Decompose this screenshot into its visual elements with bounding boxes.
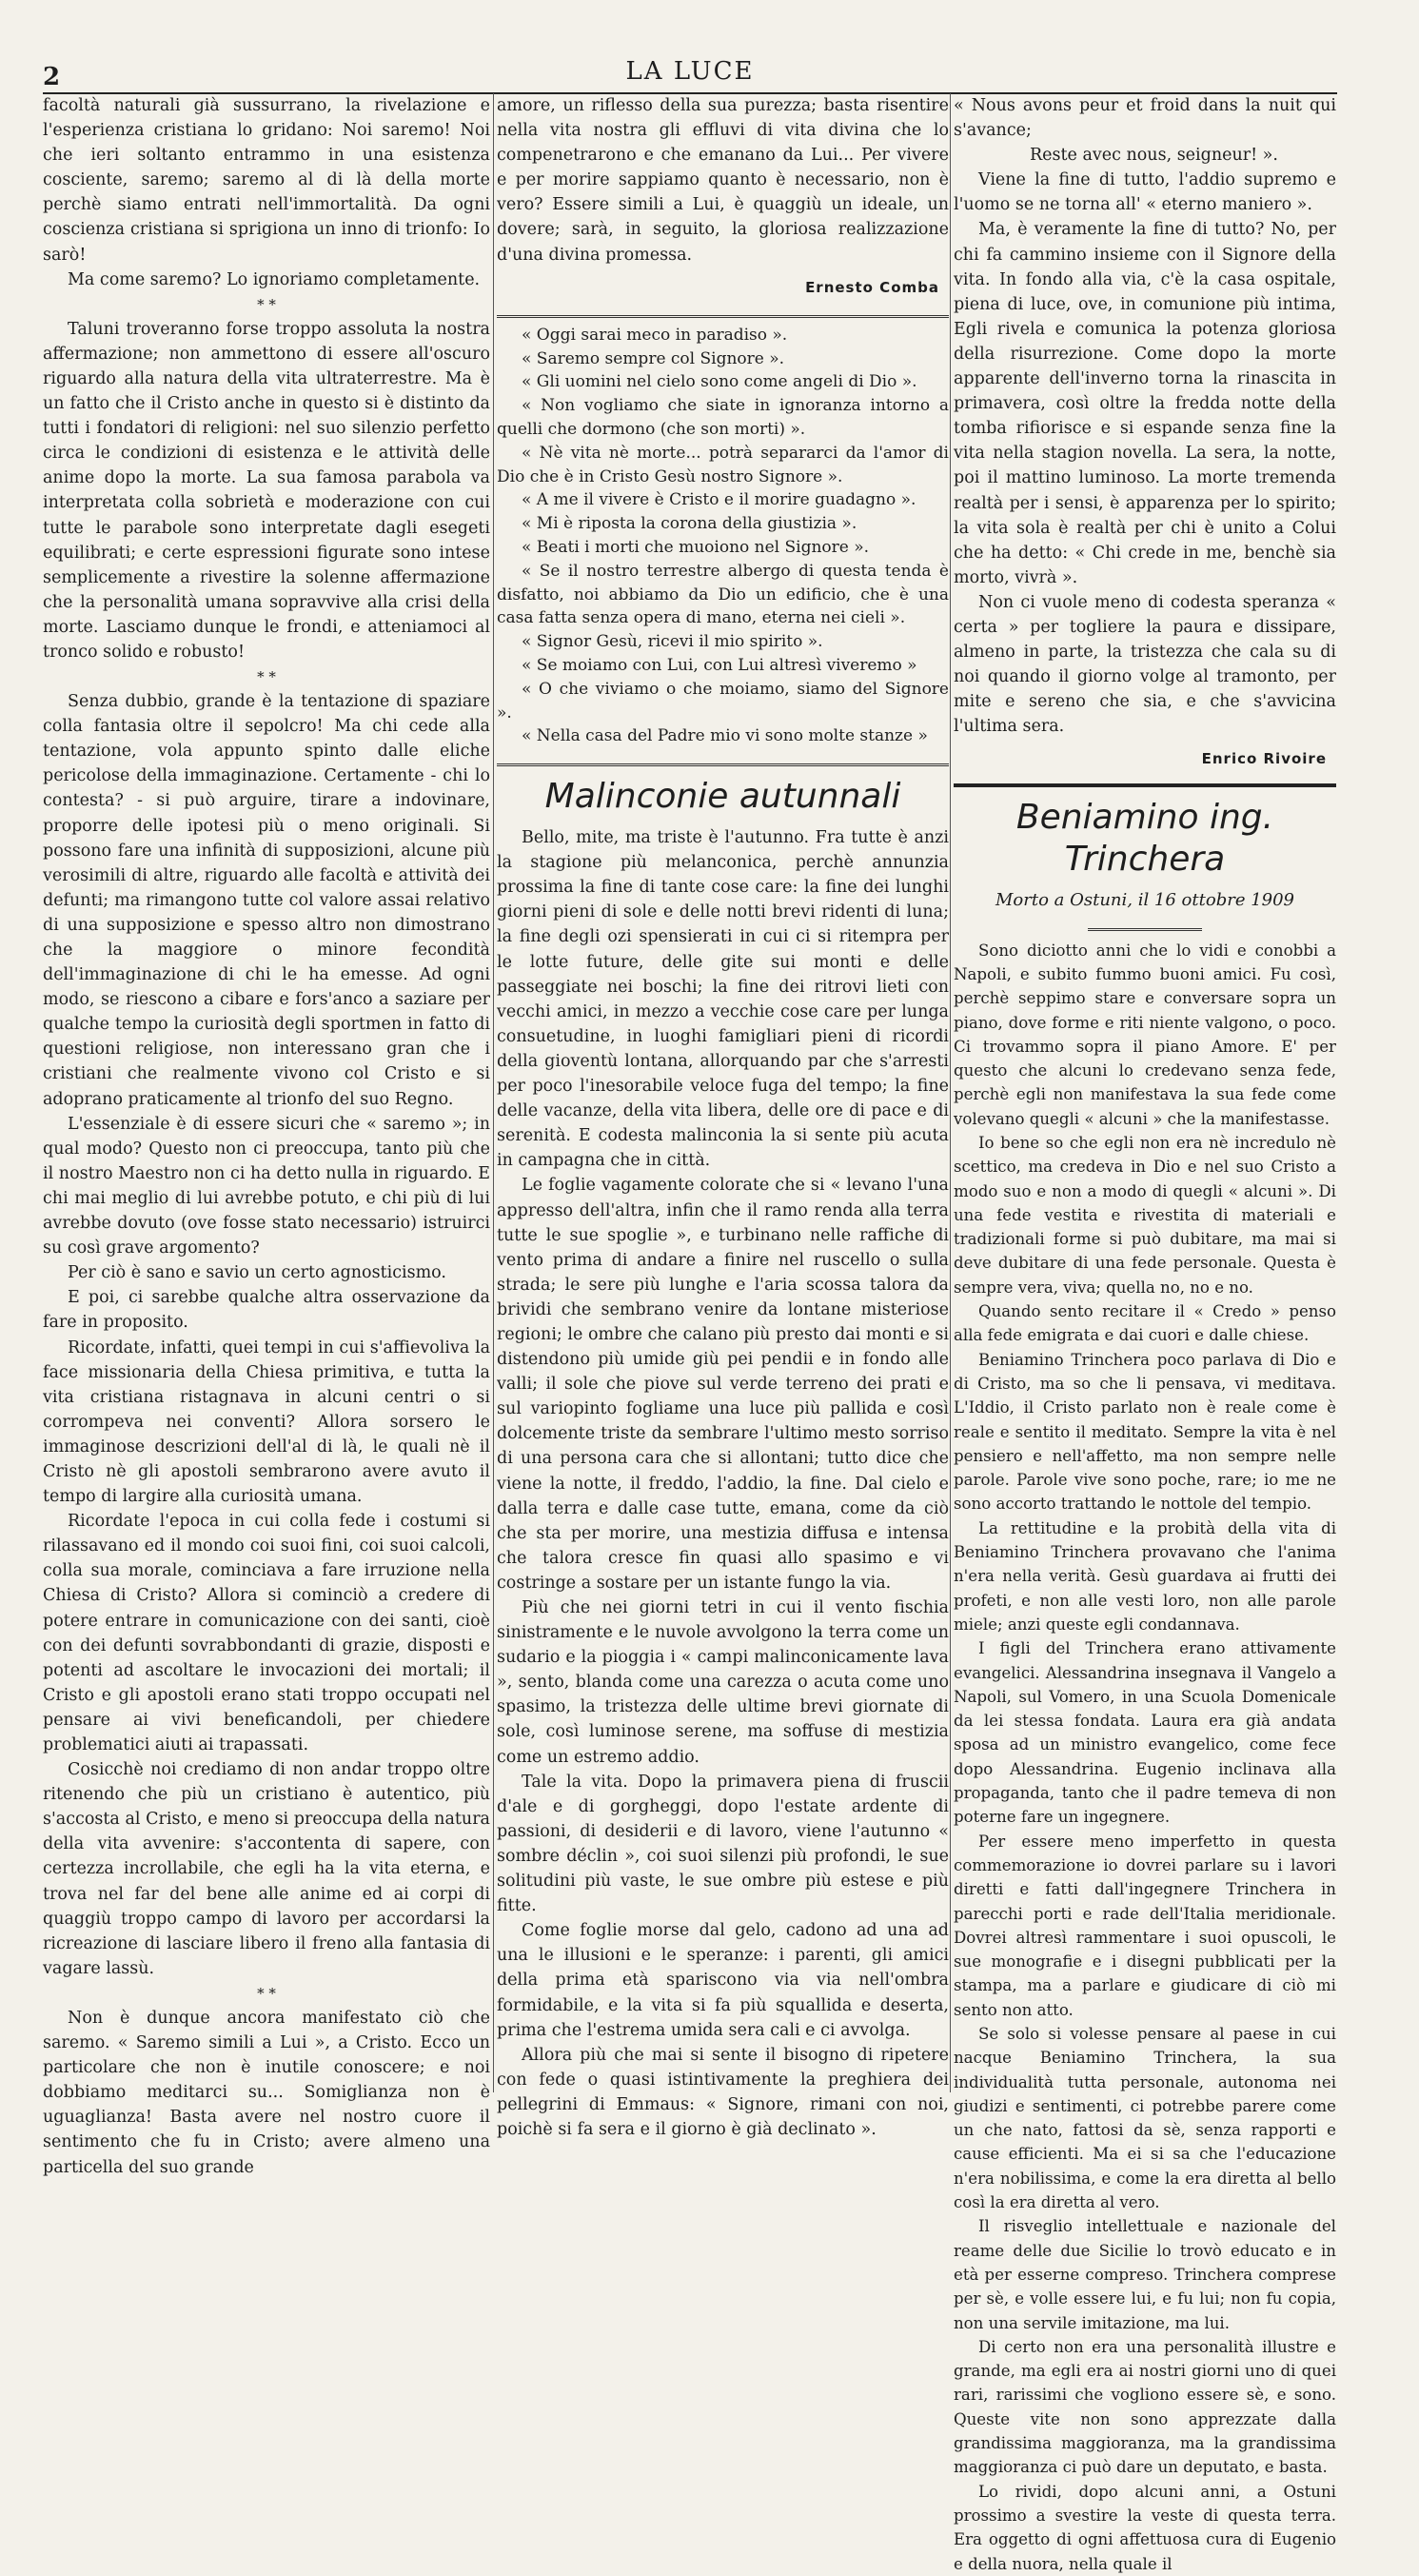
bible-quote: « Signor Gesù, ricevi il mio spirito ». (522, 632, 823, 652)
paragraph: Tale la vita. Dopo la primavera piena di fruscii d'ale e di gorgheggi, dopo l'estate ardente di passioni, di desiderii e di lavoro, viene l'autunno « sombre déclin », coi suoi silenzi più profondi, le sue solitudini più vaste, le sue ombre più estese e più fitte. (497, 1772, 949, 1916)
bible-quote: « Se il nostro terrestre albergo di questa tenda è disfatto, noi abbiamo da Dio un edificio, che è una casa fatta senza opera di mano, eterna nei cieli ». (497, 561, 949, 628)
column-1 (43, 93, 490, 2177)
paragraph: I figli del Trinchera erano attivamente evangelici. Alessandrina insegnava il Vangelo a Napoli, sul Vomero, in una Scuola Domenicale da lei stessa fondata. Laura era già andata sposa ad un ministro evangelico, come fece dopo Alessandrina. Eugenio inclinava alla propaganda, tanto che il padre temeva di non poterne fare un ingegnere. (954, 1639, 1336, 1827)
column-divider (493, 93, 494, 2092)
bible-quote: « Se moiamo con Lui, con Lui altresì viveremo » (522, 655, 917, 675)
paragraph: Ricordate, infatti, quei tempi in cui s'affievoliva la face missionaria della Chiesa primitiva, e tutta la vita cristiana ristagnava in alcuni centri o si corrompeva nei conventi? Allora sorsero le immaginose descrizioni dell'al di là, le quali nè il Cristo nè gli apostoli sembrarono avere avuto il tempo di largire alla curiosità umana. (43, 1338, 490, 1507)
paragraph: Bello, mite, ma triste è l'autunno. Fra tutte è anzi la stagione più melanconica, perchè annunzia prossima la fine di tante cose care: la fine dei lunghi giorni pieni di sole e delle notti brevi ridenti di luna; la fine degli ozi spensierati in cui ci si ritempra per le lotte future, delle gite sui monti e delle passeggiate nei boschi; la fine dei ritrovi lieti con vecchi amici, in mezzo a vecchie cose care per lunga consuetudine, in luoghi famigliari pieni di ricordi della gioventù lontana, allorquando par che s'arresti per poco l'inesorabile veloce fuga del tempo; la fine delle vacanze, della vita libera, delle ore di pace e di serenità. E codesta malinconia la si sente più acuta in campagna che in città. (497, 828, 949, 1171)
section-rule (954, 783, 1336, 787)
paragraph: amore, un riflesso della sua purezza; basta risentire nella vita nostra gli effluvi di vita divina che lo compenetrarono e che emanano da Lui... Per vivere e per morire sappiamo quanto è necessario, non è vero? Essere simili a Lui, è quaggiù un ideale, un dovere; sarà, in seguito, la gloriosa realizzazione d'una divina promessa. (497, 96, 949, 265)
paragraph: Ma come saremo? Lo ignoriamo completamente. (68, 269, 481, 289)
bible-quote: « Non vogliamo che siate in ignoranza intorno a quelli che dormono (che son morti) ». (497, 396, 949, 439)
bible-quote: « Mi è riposta la corona della giustizia ». (522, 514, 857, 534)
asterism: * * (257, 295, 276, 313)
paragraph: L'essenziale è di essere sicuri che « saremo »; in qual modo? Questo non ci preoccupa, tanto più che il nostro Maestro non ci ha detto nulla in riguardo. E chi mai meglio di lui avrebbe potuto, e chi più di lui avrebbe dovuto (ove fosse stato necessario) istruirci su così grave argomento? (43, 1114, 490, 1258)
paragraph: Il risveglio intellettuale e nazionale del reame delle due Sicilie lo trovò educato e in età per esserne compreso. Trinchera comprese per sè, e volle essere lui, e fu lui; non fu copia, non una servile imitazione, ma lui. (954, 2217, 1336, 2332)
ornamental-rule (497, 754, 949, 766)
paragraph: Allora più che mai si sente il bisogno di ripetere con fede o quasi istintivamente la preghiera dei pellegrini di Emmaus: « Signore, rimani con noi, poichè si fa sera e il giorno è già declinato ». (497, 2045, 949, 2139)
paragraph: E poi, ci sarebbe qualche altra osservazione da fare in proposito. (43, 1288, 490, 1333)
bible-quote: « Saremo sempre col Signore ». (522, 348, 785, 368)
bible-quote: « Beati i morti che muoiono nel Signore ». (522, 537, 870, 557)
ornamental-rule (1088, 919, 1202, 931)
paragraph: Io bene so che egli non era nè incredulo nè scettico, ma credeva in Dio e nel suo Cristo a modo suo e non a modo di quegli « alcuni ». Di una fede vestita e rivestita di materiali e tradizionali forme si può dubitare, ma mai si deve dubitare di una fede personale. Questa è sempre vera, viva; quella no, no e no. (954, 1134, 1336, 1297)
bible-quote: « Oggi sarai meco in paradiso ». (522, 325, 788, 345)
article-title: Beniamino ing. Trinchera (1015, 797, 1274, 879)
asterism: * * (257, 668, 276, 686)
bible-quote: « Nè vita nè morte... potrà separarci da l'amor di Dio che è in Cristo Gesù nostro Signore ». (497, 443, 949, 486)
paragraph: Quando sento recitare il « Credo » penso alla fede emigrata e dai cuori e dalle chiese. (954, 1302, 1336, 1345)
article-title: Malinconie autunnali (544, 777, 901, 817)
paragraph: Lo rividi, dopo alcuni anni, a Ostuni prossimo a svestire la veste di questa terra. Era oggetto di ogni affettuosa cura di Eugenio e della nuora, nella quale il (954, 2482, 1336, 2573)
running-title: LA LUCE (625, 57, 755, 86)
bible-quote: « A me il vivere è Cristo e il morire guadagno ». (522, 490, 916, 510)
paragraph: Sono diciotto anni che lo vidi e conobbi a Napoli, e subito fummo buoni amici. Fu così, perchè seppimo stare e conversare sopra un piano, dove forme e riti niente valgono, o poco. Ci trovammo sopra il piano Amore. E' per questo che alcuni lo credevano senza fede, perchè egli non manifestava la sua fede come volevano quegli « alcuni » che la manifestasse. (954, 941, 1336, 1128)
poem-line: Reste avec nous, seigneur! ». (1030, 146, 1278, 166)
paragraph: Le foglie vagamente colorate che si « levano l'una appresso dell'altra, infin che il ramo renda alla terra tutte le sue spoglie », e turbinano nelle raffiche di vento prima di andare a finire nel ruscello o sulla strada; le sere più lunghe e l'aria scossa talora da brividi che sembrano venire da lontane misteriose regioni; le ombre che calano più presto dai monti e si distendono più umide giù pei pendii e in fondo alle valli; il sole che piove sul verde terreno dei prati e sul variopinto fogliame una luce più pallida e così dolcemente triste da sembrare l'ultimo mesto sorriso di una persona cara che si allontani; tutto dice che viene la notte, il freddo, l'addio, la fine. Dal cielo e dalla terra e dalle case tutte, emana, come da ciò che sta per morire, una mestizia diffusa e intensa che talora cresce fin quasi allo spasimo e vi costringe a sostare per un istante fungo la via. (497, 1176, 949, 1593)
column-2 (497, 93, 949, 2139)
column-3 (954, 93, 1336, 2573)
author-signature: Enrico Rivoire (1201, 750, 1327, 768)
paragraph: Senza dubbio, grande è la tentazione di spaziare colla fantasia oltre il sepolcro! Ma chi cede alla tentazione, vola appunto spinto dalle eliche pericolose della immaginazione. Certamente - chi lo contesta? - si può arguire, tirare a indovinare, proporre delle ipotesi più o meno originali. Si possono fare una infinità di supposizioni, alcune più verosimili di altre, riguardo alle facoltà e attività dei defunti; ma rimangono tutte col valore assai relativo di una supposizione e spesso altro non dimostrano che la maggiore o minore fecondità dell'immaginazione di chi le ha emesse. Ad ogni modo, se riescono a cibare e fors'anco a saziare per qualche tempo la curiosità degli sportmen in fatto di questioni religiose, non interessano gran che i cristiani che realmente vivono col Cristo e si adoprano praticamente al trionfo del suo Regno. (43, 692, 490, 1109)
paragraph: Ricordate l'epoca in cui colla fede i costumi si rilassavano ed il mondo coi suoi fini, coi suoi calcoli, colla sua morale, cominciava a fare irruzione nella Chiesa di Cristo? Allora si cominciò a credere di potere entrare in comunicazione con dei santi, cioè con dei defunti sovrabbondanti di grazie, disposti e potenti ad ascoltare le invocazioni dei mortali; il Cristo e gli apostoli erano stati troppo occupati nel pensare ai vivi beneficandoli, per chiedere problematici aiuti ai trapassati. (43, 1512, 490, 1754)
paragraph: Ma, è veramente la fine di tutto? No, per chi fa cammino insieme con il Signore della vita. In fondo alla via, c'è la casa ospitale, piena di luce, ove, in comunione più intima, Egli rivela e comunica la potenza gloriosa della risurrezione. Come dopo la morte apparente dell'inverno torna la rinascita in primavera, così oltre la fredda notte della tomba rifiorisce e si espande senza fine la vita nella stagion novella. La sera, la notte, poi il mattino luminoso. La morte tremenda realtà per i sensi, è apparenza per lo spirito; la vita sola è realtà per chi è unito a Colui che ha detto: « Chi crede in me, benchè sia morto, vivrà ». (954, 220, 1336, 587)
paragraph: Viene la fine di tutto, l'addio supremo e l'uomo se ne torna all' « eterno maniero ». (954, 170, 1336, 215)
ornamental-rule (497, 306, 949, 318)
paragraph: Beniamino Trinchera poco parlava di Dio e di Cristo, ma so che li pensava, vi meditava. L'Iddio, il Cristo parlato non è reale come è reale e sentito il meditato. Sempre la vita è nel pensiero e nell'affetto, ma non sempre nelle parole. Parole vive sono poche, rare; io me ne sono accorto trattando le nottole del tempio. (954, 1350, 1336, 1514)
paragraph: facoltà naturali già sussurrano, la rivelazione e l'esperienza cristiana lo gridano: Noi saremo! Noi che ieri soltanto entrammo in una esistenza cosciente, saremo; saremo al di là della morte perchè siamo entrati nell'immortalità. Da ogni coscienza cristiana si sprigiona un inno di trionfo: Io sarò! (43, 96, 490, 265)
column-divider (950, 93, 951, 2092)
bible-quote: « O che viviamo o che moiamo, siamo del Signore ». (497, 679, 949, 723)
paragraph: Come foglie morse dal gelo, cadono ad una ad una le illusioni e le speranze: i parenti, gli amici della prima età spariscono via via nell'ombra formidabile, e la vita si fa più squallida e deserta, prima che l'estrema umida sera cali e ci avvolga. (497, 1921, 949, 2040)
paragraph: Per essere meno imperfetto in questa commemorazione io dovrei parlare su i lavori diretti e fatti dall'ingegnere Trinchera in parecchi porti e rade dell'Italia meridionale. Dovrei altresì rammentare i suoi opuscoli, le sue monografie e i disegni pubblicati per la stampa, ma a parlare e giudicare di ciò mi sento non atto. (954, 1832, 1336, 2019)
page-header (43, 50, 1337, 91)
author-signature: Ernesto Comba (805, 278, 939, 296)
paragraph: Non è dunque ancora manifestato ciò che saremo. « Saremo simili a Lui », a Cristo. Ecco un particolare che non è inutile conoscere; e noi dobbiamo meditarci su... Somiglianza non è uguaglianza! Basta avere nel nostro cuore il sentimento che fu in Cristo; avere almeno una particella del suo grande (43, 2008, 490, 2177)
asterism: * * (257, 1984, 276, 2002)
paragraph: Per ciò è sano e savio un certo agnosticismo. (68, 1263, 446, 1283)
paragraph: La rettitudine e la probità della vita di Beniamino Trinchera provavano che l'anima n'era nella verità. Gesù guardava ai frutti dei profeti, e non alle vesti loro, non alle parole miele; anzi queste egli condannava. (954, 1518, 1336, 1634)
bible-quote: « Nella casa del Padre mio vi sono molte stanze » (522, 726, 928, 746)
paragraph: Taluni troveranno forse troppo assoluta la nostra affermazione; non ammettono di essere all'oscuro riguardo alla natura della vita ultraterrestre. Ma è un fatto che il Cristo anche in questo si è distinto da tutti i fondatori di religioni: nel suo silenzio perfetto circa le condizioni di esistenza e le attività delle anime dopo la morte. La sua famosa parabola va interpretata colla sobrietà e moderazione con cui tutte le parabole sono interpretate dagli esegeti equilibrati; e certe espressioni figurate sono intese semplicemente a rivestire la solenne affermazione che la personalità umana sopravvive alla crisi della morte. Lasciamo dunque le frondi, e atteniamoci al tronco solido e robusto! (43, 319, 490, 662)
article-subtitle: Morto a Ostuni, il 16 ottobre 1909 (995, 889, 1295, 910)
paragraph: Più che nei giorni tetri in cui il vento fischia sinistramente e le nuvole avvolgono la terra come un sudario e la pioggia i « campi malinconicamente lava », sento, blanda come una carezza o acuta come uno spasimo, la tristezza delle ultime brevi giornate di sole, così luminose serene, ma soffuse di mestizia come un estremo addio. (497, 1598, 949, 1767)
paragraph: Se solo si volesse pensare al paese in cui nacque Beniamino Trinchera, la sua individualità tutta personale, autonoma nei giudizi e sentimenti, ci potrebbe parere come un che nato, fattosi da sè, senza rapporti e cause efficienti. Ma ei si sa che l'educazione n'era nobilissima, e come la era diretta al bello così la era diretta al vero. (954, 2024, 1336, 2212)
bible-quote: « Gli uomini nel cielo sono come angeli di Dio ». (522, 372, 917, 392)
paragraph: Di certo non era una personalità illustre e grande, ma egli era ai nostri giorni uno di quei rari, rarissimi che vogliono essere sè, e sono. Queste vite non sono apprezzate dalla grandissima maggioranza, ma la grandissima maggioranza ci può dare un deputato, e basta. (954, 2337, 1336, 2477)
poem-line: « Nous avons peur et froid dans la nuit qui s'avance; (954, 96, 1336, 141)
paragraph: Cosicchè noi crediamo di non andar troppo oltre ritenendo che più un cristiano è autentico, più s'accosta al Cristo, e meno si preoccupa della natura della vita avvenire: s'accontenta di sapere, con certezza incrollabile, che egli ha la vita eterna, e trova nel far del bene alle anime ed ai corpi di quaggiù troppo campo di lavoro per accordarsi la ricreazione di lasciare libero il freno alla fantasia di vagare lassù. (43, 1760, 490, 1978)
paragraph: Non ci vuole meno di codesta speranza « certa » per togliere la paura e dissipare, almeno in parte, la tristezza che cala su di noi quando il giorno volge al tramonto, per mite e sereno che sia, e che s'avvicina l'ultima sera. (954, 592, 1336, 737)
page-number: 2 (43, 63, 61, 91)
